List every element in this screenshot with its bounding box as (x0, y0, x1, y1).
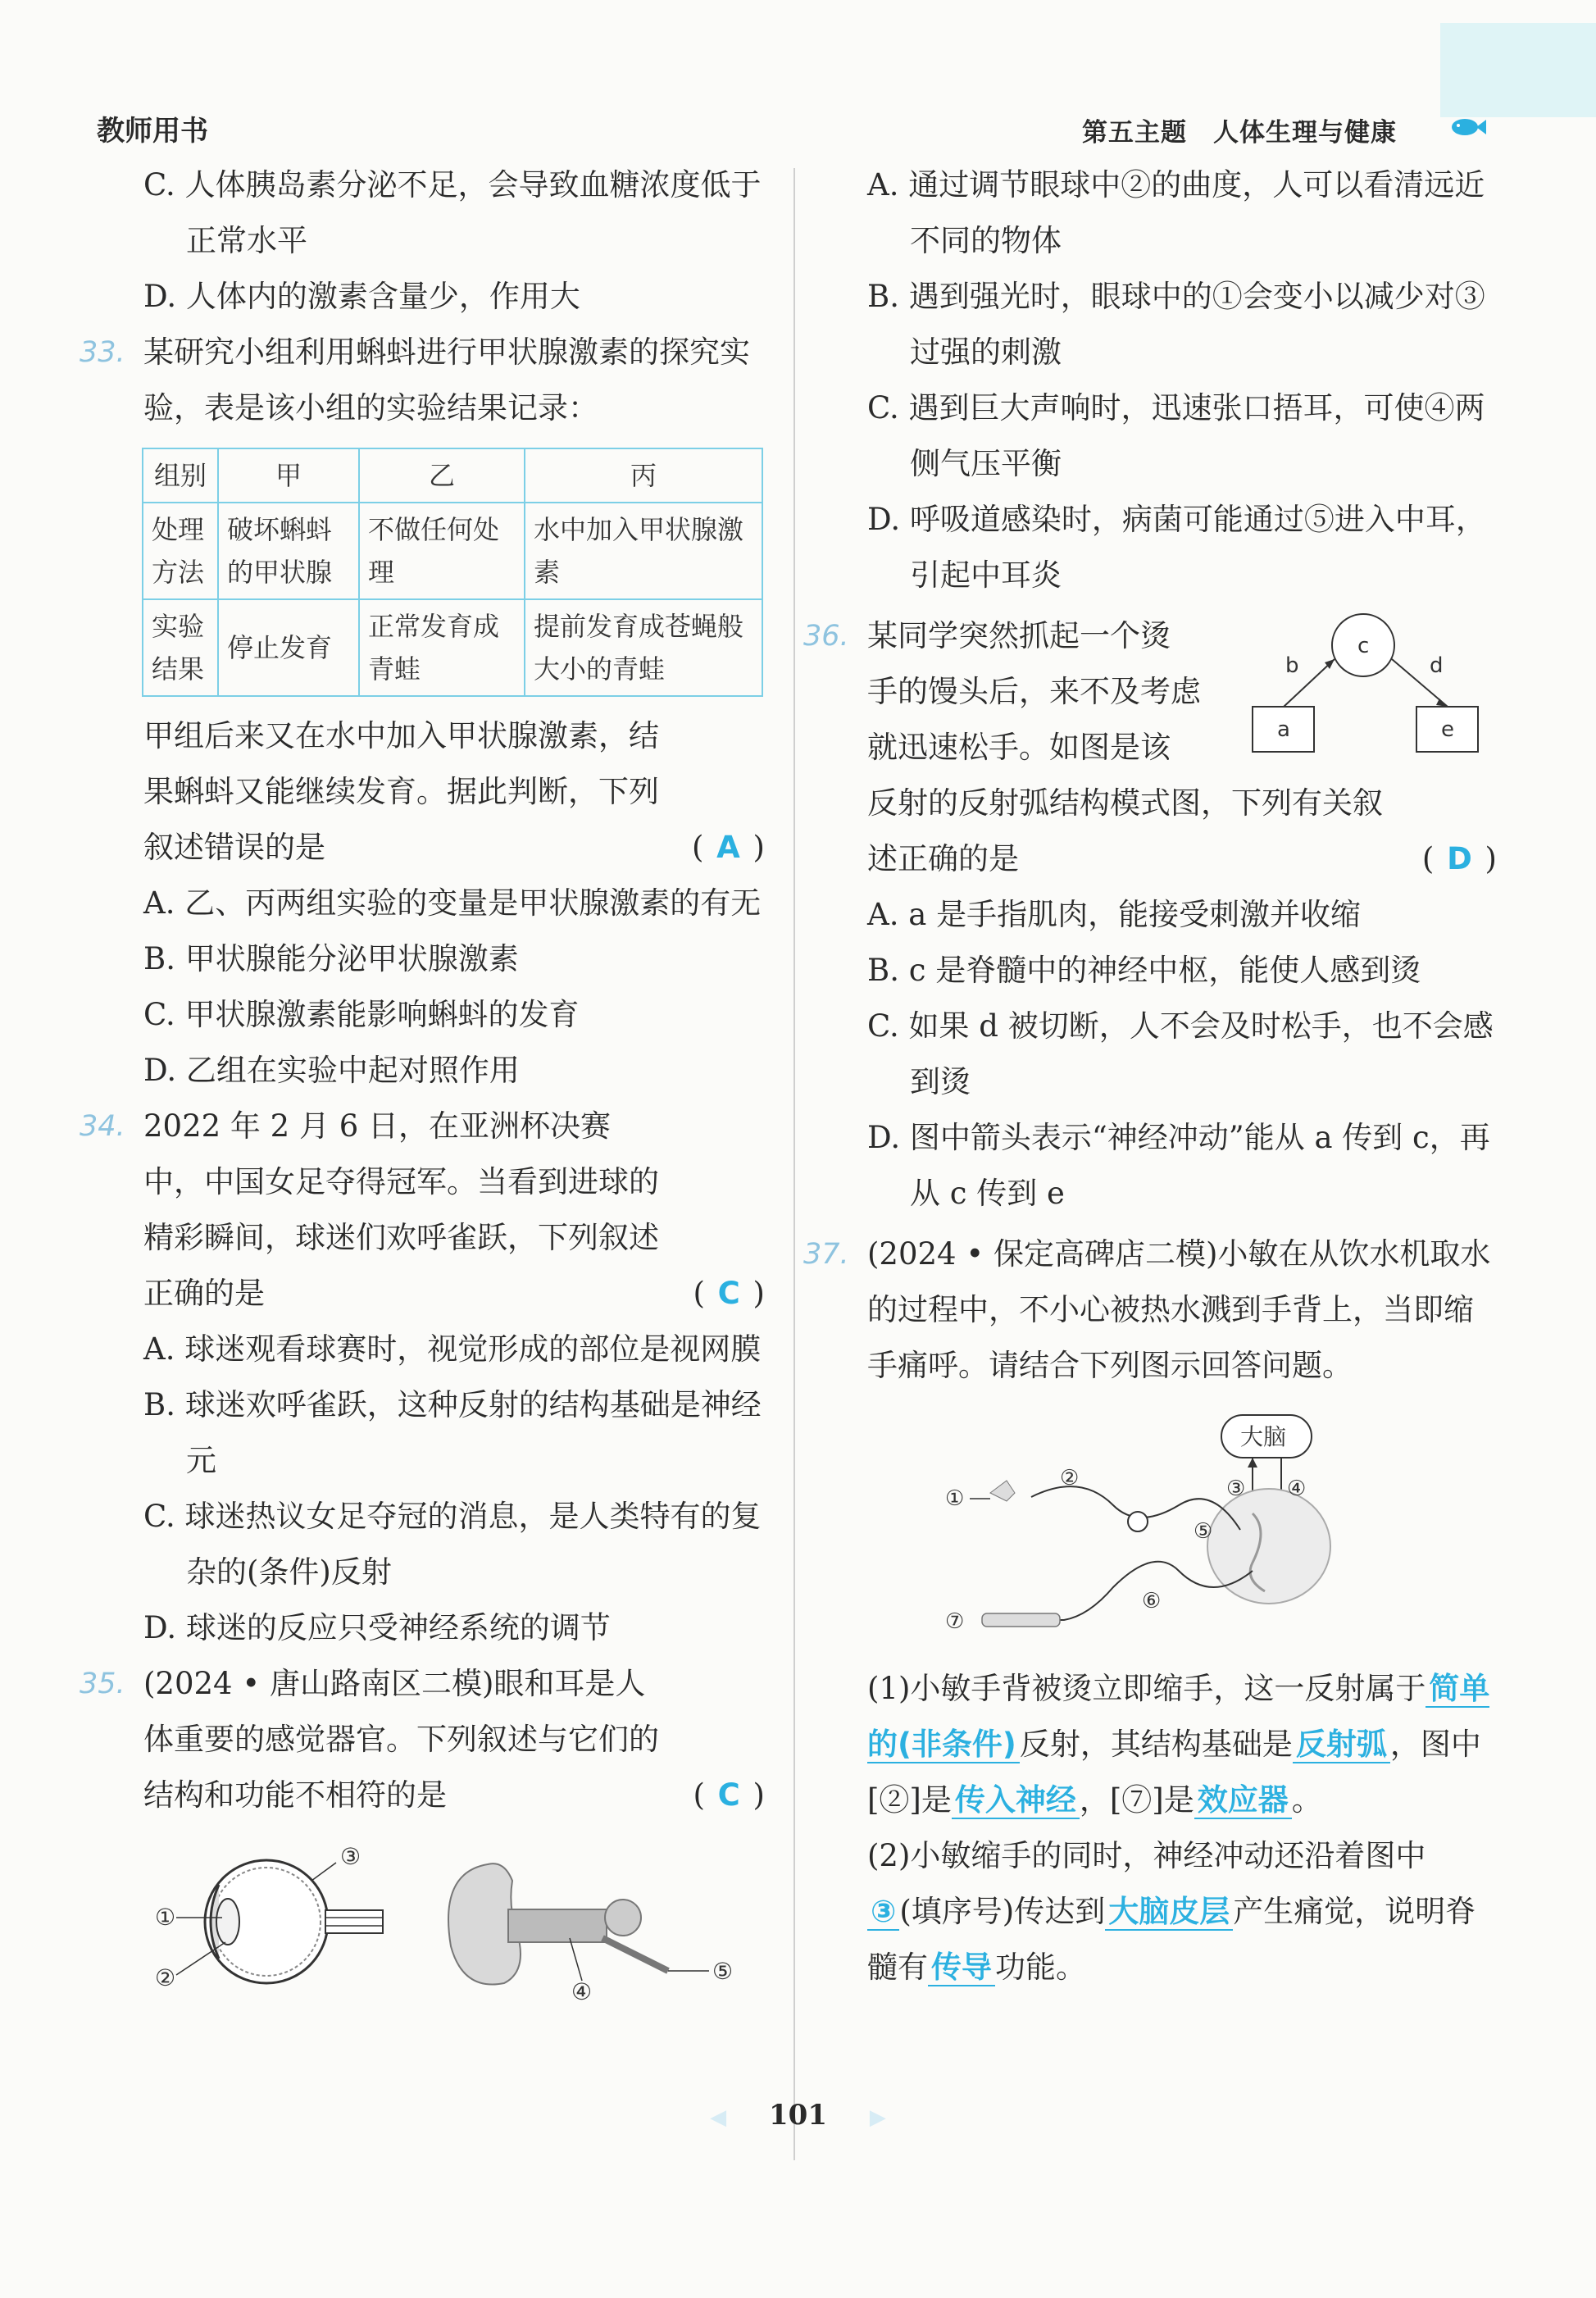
q32-option-d: D. 人体内的激素含量少，作用大 (143, 279, 580, 314)
question-33 (80, 325, 766, 1099)
stem-line: 就迅速松手。如图是该 (867, 730, 1171, 765)
diagram-label-d: d (1430, 653, 1444, 678)
question-stem: 某研究小组利用蝌蚪进行甲状腺激素的探究实验，表是该小组的实验结果记录： (143, 334, 750, 425)
question-stem-with-answer (143, 1656, 766, 1823)
stem-line: 手的馒头后，来不及考虑 (867, 674, 1201, 709)
eye-ear-figure (143, 1840, 766, 2004)
q37-part-2 (867, 1828, 1498, 1995)
answer: A (716, 830, 742, 865)
table-row (143, 503, 762, 599)
ear-diagram (448, 1863, 733, 2004)
experiment-table (142, 448, 763, 697)
text: 反射，其结构基础是 (1019, 1727, 1293, 1762)
question-number: 37. (803, 1238, 849, 1271)
text: ，[⑦]是 (1079, 1782, 1194, 1818)
option-d: D. 球迷的反应只受神经系统的调节 (143, 1610, 611, 1645)
text: ，图中[②]是 (867, 1727, 1481, 1818)
table-cell: 不做任何处理 (359, 503, 525, 599)
answer-fill: 传导 (928, 1950, 995, 1986)
diagram-label-a: a (1277, 717, 1290, 742)
table-cell: 提前发育成苍蝇般大小的青蛙 (525, 599, 762, 696)
option-b: B. 球迷欢呼雀跃，这种反射的结构基础是神经元 (143, 1387, 762, 1478)
table-cell: 破坏蝌蚪的甲状腺 (218, 503, 359, 599)
option-a: A. 球迷观看球赛时，视觉形成的部位是视网膜 (143, 1331, 762, 1367)
eye-label-1: ① (155, 1904, 176, 1931)
q35-option-c: C. 遇到巨大声响时，迅速张口捂耳，可使④两侧气压平衡 (867, 390, 1485, 481)
label-3: ③ (1226, 1477, 1246, 1501)
option-a: A. 乙、丙两组实验的变量是甲状腺激素的有无 (143, 885, 762, 921)
question-stem-with-answer (143, 1099, 766, 1322)
answer: C (717, 1777, 742, 1813)
stem-line: 某同学突然抓起一个烫 (867, 618, 1171, 653)
eye-label-3: ③ (340, 1843, 361, 1870)
right-column (803, 157, 1498, 1995)
table-cell: 乙 (359, 448, 525, 503)
question-36 (803, 608, 1498, 1222)
reflex-arc-diagram (1236, 608, 1490, 772)
text: 产生痛觉，说明脊髓有 (867, 1894, 1476, 1985)
option-c: C. 甲状腺激素能影响蝌蚪的发育 (143, 997, 580, 1032)
text: 功能。 (995, 1950, 1086, 1985)
q35-option-a: A. 通过调节眼球中②的曲度，人可以看清远近不同的物体 (867, 167, 1485, 258)
answer-bracket: ( D ) (1421, 841, 1498, 876)
label-6: ⑥ (1142, 1589, 1162, 1613)
diagram-label-c: c (1357, 634, 1370, 658)
q37-part-1 (867, 1661, 1498, 1828)
q36-stem-lines (867, 608, 1236, 776)
prev-arrow-icon: ◀ (710, 2105, 727, 2130)
question-37 (803, 1226, 1498, 1995)
table-cell: 组别 (143, 448, 218, 503)
table-row (143, 599, 762, 696)
answer-fill: 反射弧 (1293, 1727, 1390, 1763)
question-number: 36. (803, 620, 849, 653)
header-book-label: 教师用书 (97, 115, 208, 148)
label-7: ⑦ (945, 1609, 965, 1634)
table-cell: 正常发育成青蛙 (359, 599, 525, 696)
text: (2)小敏缩手的同时，神经冲动还沿着图中 (867, 1838, 1426, 1873)
option-b: B. 甲状腺能分泌甲状腺激素 (143, 941, 519, 976)
answer-bracket: ( C ) (693, 1777, 766, 1813)
page-number: 101 (769, 2099, 827, 2132)
question-stem-2: 甲组后来又在水中加入甲状腺激素，结果蝌蚪又能继续发育。据此判断，下列叙述错误的是 (143, 718, 659, 865)
brain-label: 大脑 (1240, 1423, 1287, 1450)
option-c: C. 如果 d 被切断，人不会及时松手，也不会感到烫 (867, 1008, 1494, 1099)
label-1: ① (945, 1486, 965, 1511)
answer-fill: 简单的(非条件) (867, 1671, 1490, 1762)
q36-stem-and-diagram (867, 608, 1498, 776)
fish-icon (1447, 115, 1488, 139)
answer-fill: 大脑皮层 (1105, 1894, 1233, 1931)
page-footer (0, 2099, 1596, 2132)
answer: D (1447, 841, 1474, 876)
column-divider (793, 168, 795, 2160)
label-2: ② (1060, 1466, 1080, 1490)
eye-diagram (143, 1840, 766, 2004)
answer: C (717, 1276, 742, 1311)
q32-option-c: C. 人体胰岛素分泌不足，会导致血糖浓度低于正常水平 (143, 167, 762, 258)
question-number: 35. (80, 1668, 125, 1700)
label-5: ⑤ (1194, 1519, 1213, 1544)
answer-bracket: ( A ) (691, 830, 766, 865)
next-arrow-icon: ▶ (869, 2105, 886, 2130)
left-column (80, 157, 766, 2004)
corner-decoration (1440, 23, 1596, 117)
question-35 (80, 1656, 766, 2004)
option-a: A. a 是手指肌肉，能接受刺激并收缩 (867, 897, 1362, 932)
diagram-label-b: b (1285, 653, 1299, 678)
eye-label-2: ② (155, 1964, 176, 1991)
question-stem-with-answer (143, 708, 766, 876)
diagram-label-e: e (1441, 717, 1454, 742)
ear-label-5: ⑤ (712, 1958, 734, 1985)
question-34 (80, 1099, 766, 1656)
table-cell: 实验结果 (143, 599, 218, 696)
q35-option-d: D. 呼吸道感染时，病菌可能通过⑤进入中耳，引起中耳炎 (867, 502, 1486, 593)
question-stem: (2024 • 唐山路南区二模)眼和耳是人体重要的感觉器官。下列叙述与它们的结构和功能不相符的是 (143, 1666, 659, 1813)
table-cell: 丙 (525, 448, 762, 503)
option-b: B. c 是脊髓中的神经中枢，能使人感到烫 (867, 953, 1421, 988)
question-stem: 反射的反射弧结构模式图，下列有关叙述正确的是 (867, 785, 1383, 876)
spinal-reflex-diagram (867, 1407, 1490, 1653)
table-cell: 甲 (218, 448, 359, 503)
answer-fill: 效应器 (1194, 1782, 1292, 1819)
q35-option-b: B. 遇到强光时，眼球中的①会变小以减少对③过强的刺激 (867, 279, 1485, 370)
answer-bracket: ( C ) (693, 1276, 766, 1311)
option-d: D. 乙组在实验中起对照作用 (143, 1053, 520, 1088)
question-number: 33. (80, 336, 125, 369)
question-number: 34. (80, 1110, 125, 1143)
table-cell: 停止发育 (218, 599, 359, 696)
question-stem: 2022 年 2 月 6 日，在亚洲杯决赛中，中国女足夺得冠军。当看到进球的精彩瞬间，球迷们欢呼雀跃，下列叙述正确的是 (143, 1108, 659, 1311)
table-header-row (143, 448, 762, 503)
text: (1)小敏手背被烫立即缩手，这一反射属于 (867, 1671, 1426, 1706)
header-chapter-title: 第五主题 人体生理与健康 (1082, 118, 1397, 148)
text: 。 (1291, 1782, 1322, 1818)
option-d: D. 图中箭头表示“神经冲动”能从 a 传到 c，再从 c 传到 e (867, 1120, 1490, 1211)
question-stem: (2024 • 保定高碑店二模)小敏在从饮水机取水的过程中，不小心被热水溅到手背上，当即缩手痛呼。请结合下列图示回答问题。 (867, 1236, 1491, 1383)
label-4: ④ (1287, 1477, 1307, 1501)
neural-pathway-figure (867, 1407, 1498, 1653)
question-stem-with-answer (867, 776, 1498, 887)
answer-fill: 传入神经 (952, 1782, 1080, 1819)
ear-label-4: ④ (571, 1978, 593, 2004)
table-cell: 水中加入甲状腺激素 (525, 503, 762, 599)
table-cell: 处理方法 (143, 503, 218, 599)
text: (填序号)传达到 (899, 1894, 1106, 1929)
option-c: C. 球迷热议女足夺冠的消息，是人类特有的复杂的(条件)反射 (143, 1499, 762, 1590)
answer-fill: ③ (867, 1894, 899, 1931)
